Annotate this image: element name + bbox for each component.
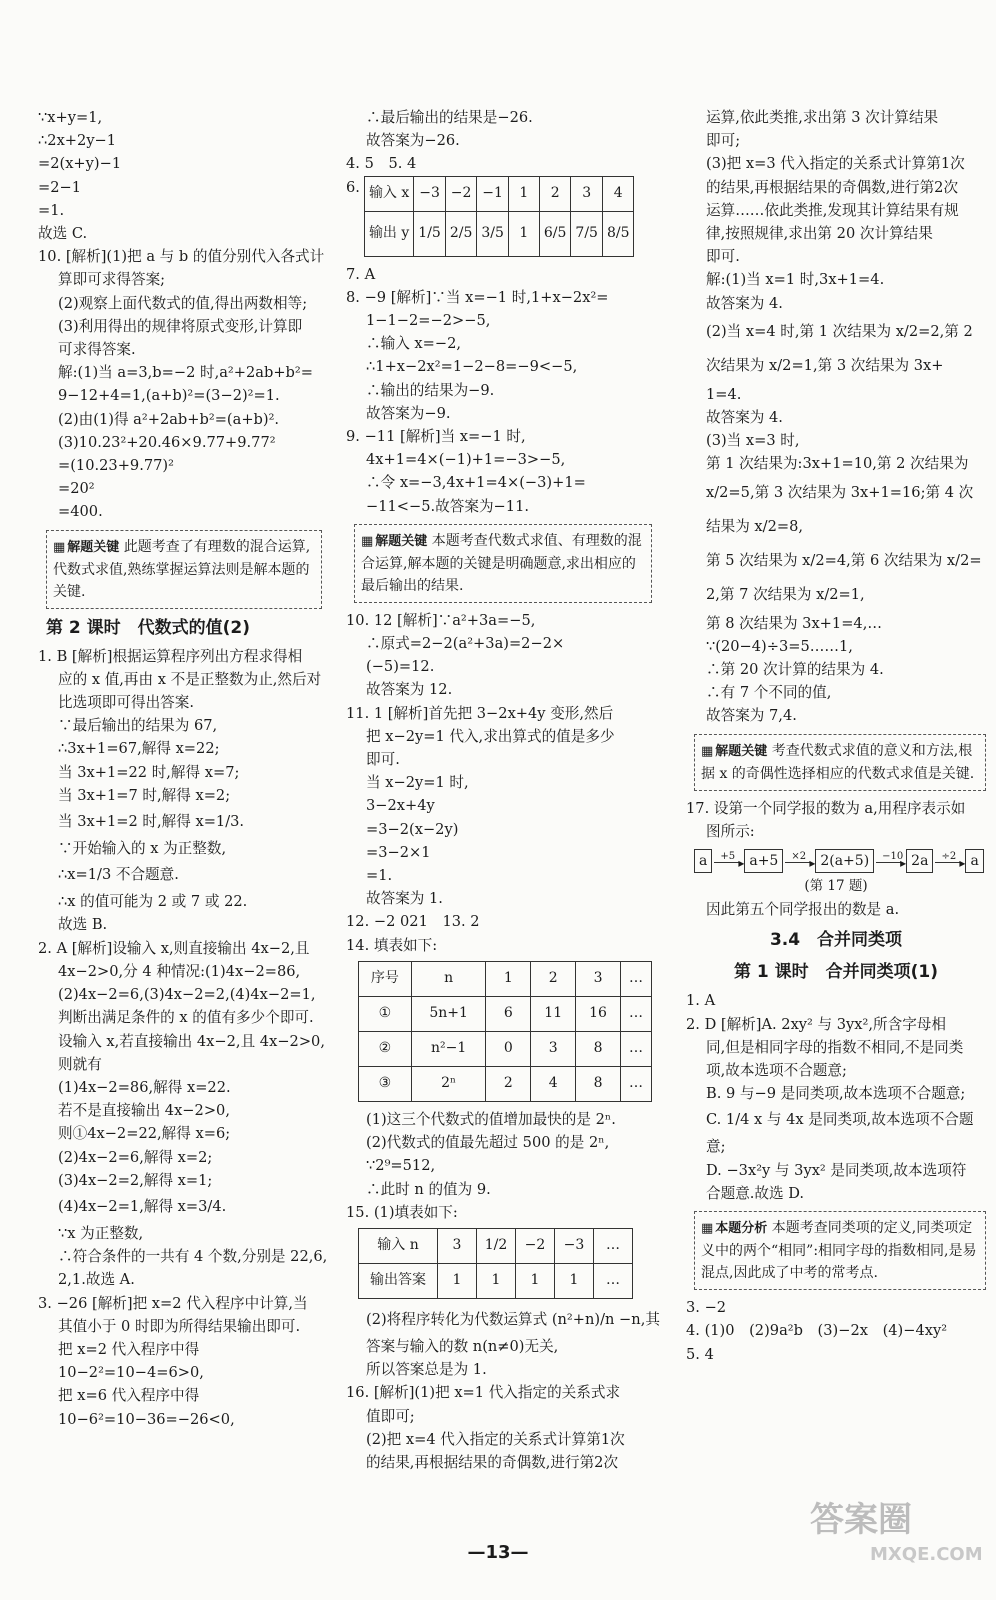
q6-block: [346, 176, 652, 263]
q15-line: (2)将程序转化为代数运算式 (n²+n)/n −n,其: [366, 1310, 660, 1328]
q8-line: 故答案为−9.: [366, 404, 451, 422]
q9-line: ∴令 x=−3,4x+1=4×(−3)+1=: [366, 474, 586, 492]
table-cell: ①: [359, 996, 412, 1031]
q9-line: 9. −11 [解析]当 x=−1 时,: [346, 428, 526, 446]
text-line: 的结果,再根据结果的奇偶数,进行第2次: [706, 178, 959, 196]
q11-line: 故答案为 1.: [366, 890, 443, 908]
text-line: ∵(20−4)÷3=5……1,: [706, 637, 853, 655]
table-cell: 11: [531, 996, 576, 1031]
q1-line: 当 3x+1=7 时,解得 x=2;: [58, 786, 231, 804]
analysis-tag: ▦ 本题分析: [701, 1221, 767, 1236]
table-cell: …: [620, 996, 651, 1031]
q9-line: −11<−5.故答案为−11.: [366, 497, 529, 515]
q14-line: 14. 填表如下:: [346, 936, 438, 954]
flow-op: +5: [720, 851, 736, 863]
q14-line: ∵2⁹=512,: [366, 1157, 436, 1175]
table-row: [364, 211, 634, 256]
q17-line: 17. 设第一个同学报的数为 a,用程序表示如: [686, 799, 966, 817]
table-cell: 3/5: [477, 211, 509, 256]
q1-line: ∵最后输出的结果为 67,: [58, 717, 218, 735]
answer-line: 合题意.故选 D.: [706, 1184, 805, 1202]
table-row: [359, 1263, 633, 1298]
text-line: 故答案为 4.: [706, 294, 783, 312]
table-cell: 8: [576, 1031, 621, 1066]
q8-line: 8. −9 [解析]∵当 x=−1 时,1+x−2x²=: [346, 288, 609, 306]
key-point-tag: ▦ 解题关键: [53, 540, 119, 555]
page-number: —13—: [467, 1542, 529, 1563]
table-cell: 1: [486, 961, 531, 996]
q15-line: 15. (1)填表如下:: [346, 1203, 458, 1221]
q17-line: 因此第五个同学报出的数是 a.: [706, 901, 900, 919]
column-left: [38, 106, 328, 1431]
key-point-box: [694, 734, 986, 791]
q11-line: =3−2(x−2y): [366, 820, 459, 838]
q2-line: (1)4x−2=86,解得 x=22.: [58, 1078, 231, 1096]
flow-op: ×2: [791, 851, 807, 863]
figure-caption: (第 17 题): [804, 878, 868, 895]
table-cell: 6: [486, 996, 531, 1031]
table-cell: ③: [359, 1066, 412, 1101]
text-line: 第 8 次结果为 3x+1=4,…: [706, 614, 882, 632]
text-line: 次结果为 x/2=1,第 3 次结果为 3x+: [706, 356, 944, 374]
q6-table: [364, 176, 635, 257]
table-cell: 2: [539, 176, 571, 211]
table-cell: 2/5: [445, 211, 477, 256]
table-cell: 3: [576, 961, 621, 996]
table-cell: 输入 x: [364, 176, 413, 211]
section-heading: 第 2 课时 代数式的值(2): [46, 617, 251, 638]
flow-op: ÷2: [941, 851, 957, 863]
q7-line: 7. A: [346, 265, 376, 283]
table-cell: …: [620, 1066, 651, 1101]
q8-line: ∴输出的结果为−9.: [366, 381, 495, 399]
table-cell: 1: [438, 1263, 477, 1298]
table-cell: −3: [414, 176, 446, 211]
table-row: [364, 176, 634, 211]
q2-line: (3)4x−2=2,解得 x=1;: [58, 1171, 213, 1189]
q11-line: =3−2×1: [366, 843, 431, 861]
q15-line: 答案与输入的数 n(n≠0)无关,: [366, 1337, 559, 1355]
text-line: 故选 C.: [38, 225, 88, 243]
q10-line: 10. 12 [解析]∵a²+3a=−5,: [346, 611, 536, 629]
table-cell: 8/5: [602, 211, 634, 256]
table-cell: 6/5: [539, 211, 571, 256]
q10-line: 可求得答案.: [58, 341, 136, 359]
q11-line: 即可.: [366, 751, 400, 769]
table-cell: 5n+1: [411, 996, 486, 1031]
q17-line: 图所示:: [706, 822, 755, 840]
text-line: x/2=5,第 3 次结果为 3x+1=16;第 4 次: [706, 483, 974, 501]
key-point-text: 考查代数式求值的意义和方法,根据 x 的奇偶性选择相应的代数式求值是关键.: [701, 742, 975, 782]
q11-line: 3−2x+4y: [366, 797, 435, 815]
q8-line: ∴输入 x=−2,: [366, 335, 462, 353]
q6-number: 6.: [346, 178, 360, 196]
table-cell: n: [411, 961, 486, 996]
table-cell: 16: [576, 996, 621, 1031]
q10-line: (3)10.23²+20.46×9.77+9.77²: [58, 433, 276, 451]
flow-box: 2(a+5): [815, 849, 874, 873]
table-cell: 1/2: [477, 1228, 516, 1263]
table-cell: 2: [486, 1066, 531, 1101]
q16-line: (2)把 x=4 代入指定的关系式计算第1次: [366, 1430, 625, 1448]
flow-box: a: [965, 849, 983, 873]
flow-arrow: [933, 851, 965, 871]
text-line: (2)当 x=4 时,第 1 次结果为 x/2=2,第 2: [706, 322, 973, 340]
key-point-text: 本题考查代数式求值、有理数的混合运算,解本题的关键是明确题意,求出相应的最后输出的结果.: [361, 532, 642, 594]
subsection-heading: 第 1 课时 合并同类项(1): [733, 962, 939, 983]
q1-line: 比选项即可得出答案.: [58, 694, 194, 712]
text-line: 即可.: [706, 248, 740, 266]
table-cell: …: [620, 961, 651, 996]
table-cell: 输出答案: [359, 1263, 438, 1298]
q11-line: 当 x−2y=1 时,: [366, 774, 469, 792]
table-cell: 输入 n: [359, 1228, 438, 1263]
q10-line: 9−12+4=1,(a+b)²=(3−2)²=1.: [58, 387, 280, 405]
key-point-box: [46, 530, 322, 609]
table-cell: 1/5: [414, 211, 446, 256]
q14-line: (1)这三个代数式的值增加最快的是 2ⁿ.: [366, 1110, 616, 1128]
text-line: 故答案为 7,4.: [706, 707, 797, 725]
q2-line: 则就有: [58, 1055, 102, 1073]
q3-line: 3. −26 [解析]把 x=2 代入程序中计算,当: [38, 1294, 308, 1312]
table-cell: 1: [516, 1263, 555, 1298]
q16-line: 的结果,再根据结果的奇偶数,进行第2次: [366, 1453, 619, 1471]
text-line: 解:(1)当 x=1 时,3x+1=4.: [706, 271, 885, 289]
text-line: 运算,依此类推,求出第 3 次计算结果: [706, 109, 939, 126]
text-line: (3)把 x=3 代入指定的关系式计算第1次: [706, 155, 965, 173]
answer-line: 同,但是相同字母的指数不相同,不是同类: [706, 1038, 964, 1056]
q10-line: =400.: [58, 503, 103, 521]
table-cell: 4: [602, 176, 634, 211]
table-cell: 3: [571, 176, 603, 211]
q2-line: 设输入 x,若直接输出 4x−2,且 4x−2>0,: [58, 1032, 325, 1050]
table-cell: 1: [508, 176, 539, 211]
q2-line: 判断出满足条件的 x 的值有多少个即可.: [58, 1009, 314, 1027]
flow-arrow: [874, 851, 906, 871]
answer-line: B. 9 与−9 是同类项,故本选项不合题意;: [706, 1085, 966, 1103]
key-point-text: 此题考查了有理数的混合运算,代数式求值,熟练掌握运算法则是解本题的关键.: [53, 538, 311, 600]
text-line: =2−1: [38, 178, 82, 196]
q3-line: 把 x=6 代入程序中得: [58, 1387, 200, 1405]
q2-line: 2. A [解析]设输入 x,则直接输出 4x−2,且: [38, 939, 310, 957]
q3-line: 把 x=2 代入程序中得: [58, 1340, 200, 1358]
table-cell: 3: [531, 1031, 576, 1066]
answer-line: 4. (1)0 (2)9a²b (3)−2x (4)−4xy²: [686, 1322, 948, 1340]
table-cell: n²−1: [411, 1031, 486, 1066]
column-middle: [346, 106, 660, 1474]
text-line: 结果为 x/2=8,: [706, 517, 804, 535]
q1-line: ∵开始输入的 x 为正整数,: [58, 840, 227, 858]
table-cell: 4: [531, 1066, 576, 1101]
table-cell: −3: [555, 1228, 594, 1263]
table-cell: 1: [555, 1263, 594, 1298]
key-point-box: [354, 524, 652, 603]
text-line: =1.: [38, 201, 65, 219]
text-line: 故答案为 4.: [706, 409, 783, 427]
q3-line: 10−6²=10−36=−26<0,: [58, 1410, 235, 1428]
text-line: 1=4.: [706, 385, 742, 403]
answer-line: C. 1/4 x 与 4x 是同类项,故本选项不合题: [706, 1111, 974, 1129]
q1-line: ∴x=1/3 不合题意.: [58, 866, 179, 884]
q1-line: 当 3x+1=2 时,解得 x=1/3.: [58, 813, 245, 831]
q11-line: 11. 1 [解析]首先把 3−2x+4y 变形,然后: [346, 704, 614, 722]
flow-box: 2a: [906, 849, 933, 873]
q2-line: (2)4x−2=6,解得 x=2;: [58, 1148, 213, 1166]
answer-line: D. −3x²y 与 3yx² 是同类项,故本选项符: [706, 1161, 967, 1179]
flow-op: −10: [882, 851, 904, 863]
text-line: 第 1 次结果为:3x+1=10,第 2 次结果为: [706, 455, 969, 473]
table-cell: …: [594, 1228, 633, 1263]
q2-line: 4x−2>0,分 4 种情况:(1)4x−2=86,: [58, 962, 301, 980]
flow-arrow: [783, 851, 815, 871]
q10-line: =20²: [58, 480, 95, 498]
key-point-tag: ▦ 解题关键: [361, 534, 427, 549]
table-cell: 7/5: [571, 211, 603, 256]
table-cell: 输出 y: [364, 211, 413, 256]
text-line: ∴第 20 次计算的结果为 4.: [706, 661, 884, 679]
table-row: [359, 996, 652, 1031]
q1-line: 应的 x 值,再由 x 不是正整数为止,然后对: [58, 670, 322, 688]
column-right: [686, 106, 986, 1366]
text-line: ∴有 7 个不同的值,: [706, 684, 832, 702]
q10-line: (3)利用得出的规律将原式变形,计算即: [58, 317, 303, 335]
watermark-url: MXQE.COM: [870, 1544, 983, 1565]
table-row: [359, 1031, 652, 1066]
q1-line: 1. B [解析]根据运算程序列出方程求得相: [38, 647, 303, 665]
table-cell: 2ⁿ: [411, 1066, 486, 1101]
text-line: ∴2x+2y−1: [38, 132, 117, 150]
q11-line: 把 x−2y=1 代入,求出算式的值是多少: [366, 727, 615, 745]
table-cell: …: [620, 1031, 651, 1066]
q2-line: 则①4x−2=22,解得 x=6;: [58, 1125, 231, 1143]
text-line: ∵x+y=1,: [38, 109, 103, 126]
table-cell: 序号: [359, 961, 412, 996]
q10-line: (2)观察上面代数式的值,得出两数相等;: [58, 294, 308, 312]
q16-line: 值即可;: [366, 1407, 415, 1425]
table-cell: ②: [359, 1031, 412, 1066]
q8-line: ∴1+x−2x²=1−2−8=−9<−5,: [366, 358, 578, 376]
text-line: 律,按照规律,求出第 20 次计算结果: [706, 225, 933, 243]
key-point-tag: ▦ 解题关键: [701, 744, 767, 759]
q9-line: 4x+1=4×(−1)+1=−3>−5,: [366, 451, 566, 469]
q11-line: =1.: [366, 867, 393, 885]
q2-line: ∴符合条件的一共有 4 个数,分别是 22,6,: [58, 1248, 328, 1266]
table-cell: 2: [531, 961, 576, 996]
q2-line: (4)4x−2=1,解得 x=3/4.: [58, 1197, 227, 1215]
text-line: 故答案为−26.: [366, 132, 460, 150]
table-cell: …: [594, 1263, 633, 1298]
analysis-text: 本题考查同类项的定义,同类项定义中的两个“相同”:相同字母的指数相同,是易混点,因此成了中考的常考点.: [701, 1220, 977, 1282]
q10-line: 10. [解析](1)把 a 与 b 的值分别代入各式计: [38, 248, 325, 266]
q1-line: ∴3x+1=67,解得 x=22;: [58, 740, 220, 758]
q10-line: 故答案为 12.: [366, 681, 453, 699]
watermark-logo: 答案圈: [810, 1500, 912, 1540]
table-cell: 1: [508, 211, 539, 256]
q3-line: 10−2²=10−4=6>0,: [58, 1364, 204, 1382]
table-row: [359, 961, 652, 996]
q2-line: (2)4x−2=6,(3)4x−2=2,(4)4x−2=1,: [58, 986, 316, 1004]
text-line: ∴最后输出的结果是−26.: [366, 109, 533, 126]
q15-line: 所以答案总是为 1.: [366, 1361, 487, 1379]
table-cell: 8: [576, 1066, 621, 1101]
text-line: 4. 5 5. 4: [346, 155, 417, 173]
text-line: 第 5 次结果为 x/2=4,第 6 次结果为 x/2=: [706, 551, 982, 569]
table-cell: −1: [477, 176, 509, 211]
q2-line: 若不是直接输出 4x−2>0,: [58, 1102, 230, 1120]
table-cell: 0: [486, 1031, 531, 1066]
text-line: 运算……依此类推,发现其计算结果有规: [706, 201, 959, 219]
q10-line: 解:(1)当 a=3,b=−2 时,a²+2ab+b²=: [58, 364, 313, 382]
q14-line: (2)代数式的值最先超过 500 的是 2ⁿ,: [366, 1134, 610, 1152]
answer-line: 项,故本选项不合题意;: [706, 1062, 847, 1080]
q10-line: 算即可求得答案;: [58, 271, 166, 289]
q2-line: ∵x 为正整数,: [58, 1224, 144, 1242]
table-cell: −2: [445, 176, 477, 211]
q17-flow-diagram: [694, 849, 986, 873]
answer-line: 3. −2: [686, 1299, 727, 1317]
q1-line: ∴x 的值可能为 2 或 7 或 22.: [58, 893, 248, 911]
q14-line: ∴此时 n 的值为 9.: [366, 1180, 491, 1198]
q16-line: 16. [解析](1)把 x=1 代入指定的关系式求: [346, 1384, 621, 1402]
table-cell: −2: [516, 1228, 555, 1263]
flow-arrow: [712, 851, 744, 871]
answer-line: 意;: [706, 1138, 726, 1156]
table-cell: 1: [477, 1263, 516, 1298]
q2-line: 2,1.故选 A.: [58, 1271, 135, 1289]
answer-line: 1. A: [686, 992, 716, 1010]
q10-line: (2)由(1)得 a²+2ab+b²=(a+b)².: [58, 410, 280, 428]
q10-line: ∴原式=2−2(a²+3a)=2−2×: [366, 635, 565, 653]
flow-box: a+5: [744, 849, 783, 873]
table-cell: 3: [438, 1228, 477, 1263]
table-row: [359, 1228, 633, 1263]
text-line: 2,第 7 次结果为 x/2=1,: [706, 585, 865, 603]
q14-table: [358, 961, 652, 1102]
q10-line: =(10.23+9.77)²: [58, 457, 174, 475]
text-line: 即可;: [706, 132, 741, 150]
q1-line: 当 3x+1=22 时,解得 x=7;: [58, 763, 240, 781]
text-line: =2(x+y)−1: [38, 155, 122, 173]
q15-table: [358, 1228, 633, 1299]
text-line: (3)当 x=3 时,: [706, 432, 800, 450]
q8-line: 1−1−2=−2>−5,: [366, 312, 491, 330]
flow-box: a: [694, 849, 712, 873]
answer-line: 5. 4: [686, 1345, 714, 1363]
q3-line: 其值小于 0 时即为所得结果输出即可.: [58, 1317, 301, 1335]
q12-line: 12. −2 021 13. 2: [346, 913, 480, 931]
table-row: [359, 1066, 652, 1101]
section-heading: 3.4 合并同类项: [769, 930, 903, 951]
q1-line: 故选 B.: [58, 916, 108, 934]
q10-line: (−5)=12.: [366, 658, 435, 676]
analysis-box: [694, 1211, 986, 1290]
answer-line: 2. D [解析]A. 2xy² 与 3yx²,所含字母相: [686, 1015, 946, 1033]
